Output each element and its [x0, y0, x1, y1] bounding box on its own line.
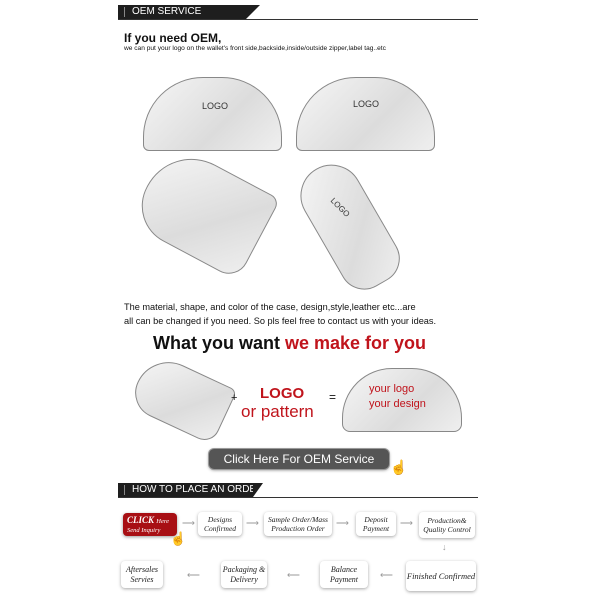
- bag-front-image: [143, 77, 282, 151]
- bag-side-image: [128, 141, 281, 280]
- step-production-quality: Production& Quality Control: [419, 512, 475, 538]
- step-finished-confirmed: Finished Confirmed: [406, 561, 476, 591]
- arrow-left-icon: ⟵: [287, 570, 300, 580]
- step-sample-order: Sample Order/Mass Production Order: [264, 512, 332, 536]
- pattern-word: or pattern: [241, 402, 314, 421]
- result-line-1: your logo: [369, 383, 415, 395]
- arrow-right-icon: ⟶: [182, 518, 195, 528]
- step-aftersales-servies: Aftersales Servies: [121, 561, 163, 588]
- step-deposit-payment: Deposit Payment: [356, 512, 396, 536]
- section-divider: [118, 19, 478, 20]
- click-big: CLICK: [127, 515, 155, 525]
- pointing-hand-icon: ☝: [390, 459, 408, 475]
- send-inquiry-label: Send Inquiry: [127, 527, 161, 534]
- slogan-red: we make for you: [285, 333, 427, 353]
- bag-logo-label: LOGO: [353, 99, 380, 109]
- result-line-2: your design: [369, 398, 426, 410]
- bag-logo-label: LOGO: [202, 101, 229, 111]
- step-balance-payment: Balance Payment: [320, 561, 368, 588]
- plain-bag-image: [127, 351, 238, 445]
- oem-heading: If you need OEM,: [124, 31, 222, 45]
- bag-back-image: [296, 77, 435, 151]
- arrow-right-icon: ⟶: [246, 518, 259, 528]
- step-packaging-delivery: Packaging & Delivery: [221, 561, 267, 588]
- arrow-down-icon: ↓: [442, 542, 447, 552]
- section-divider: [118, 497, 478, 498]
- click-small: Here: [156, 518, 170, 525]
- logo-word: LOGO: [260, 385, 305, 402]
- description-line-2: all can be changed if you need. So pls feel free to contact us with your ideas.: [124, 316, 437, 326]
- slogan-black: What you want: [153, 333, 285, 353]
- tab-slant: [253, 483, 263, 497]
- tab-divider: [124, 485, 125, 495]
- oem-service-button-label: Click Here For OEM Service: [223, 452, 375, 466]
- description-line-1: The material, shape, and color of the case, design,style,leather etc...are: [124, 302, 416, 312]
- oem-section-tab: [118, 5, 246, 19]
- send-inquiry-button[interactable]: [123, 513, 177, 536]
- oem-subheading: we can put your logo on the wallet's front side,backside,inside/outside zipper,label tag..etc: [124, 45, 386, 52]
- bag-open-image: [289, 153, 409, 298]
- oem-section-title: OEM SERVICE: [132, 6, 202, 17]
- order-section-title: HOW TO PLACE AN ORDER: [132, 484, 264, 495]
- slogan: [153, 333, 426, 354]
- result-bag-image: [342, 368, 462, 432]
- oem-service-button[interactable]: [209, 449, 389, 469]
- step-designs-confirmed: Designs Confirmed: [198, 512, 242, 536]
- plus-sign: +: [231, 392, 238, 404]
- arrow-right-icon: ⟶: [400, 518, 413, 528]
- tab-divider: [124, 7, 125, 17]
- bag-logo-label: LOGO: [328, 196, 352, 219]
- order-section-tab: [118, 483, 264, 497]
- pointing-hand-icon: ☝: [170, 531, 187, 546]
- tab-slant: [246, 5, 260, 19]
- equals-sign: =: [329, 390, 337, 404]
- arrow-left-icon: ⟵: [380, 570, 393, 580]
- arrow-right-icon: ⟶: [336, 518, 349, 528]
- arrow-left-icon: ⟵: [187, 570, 200, 580]
